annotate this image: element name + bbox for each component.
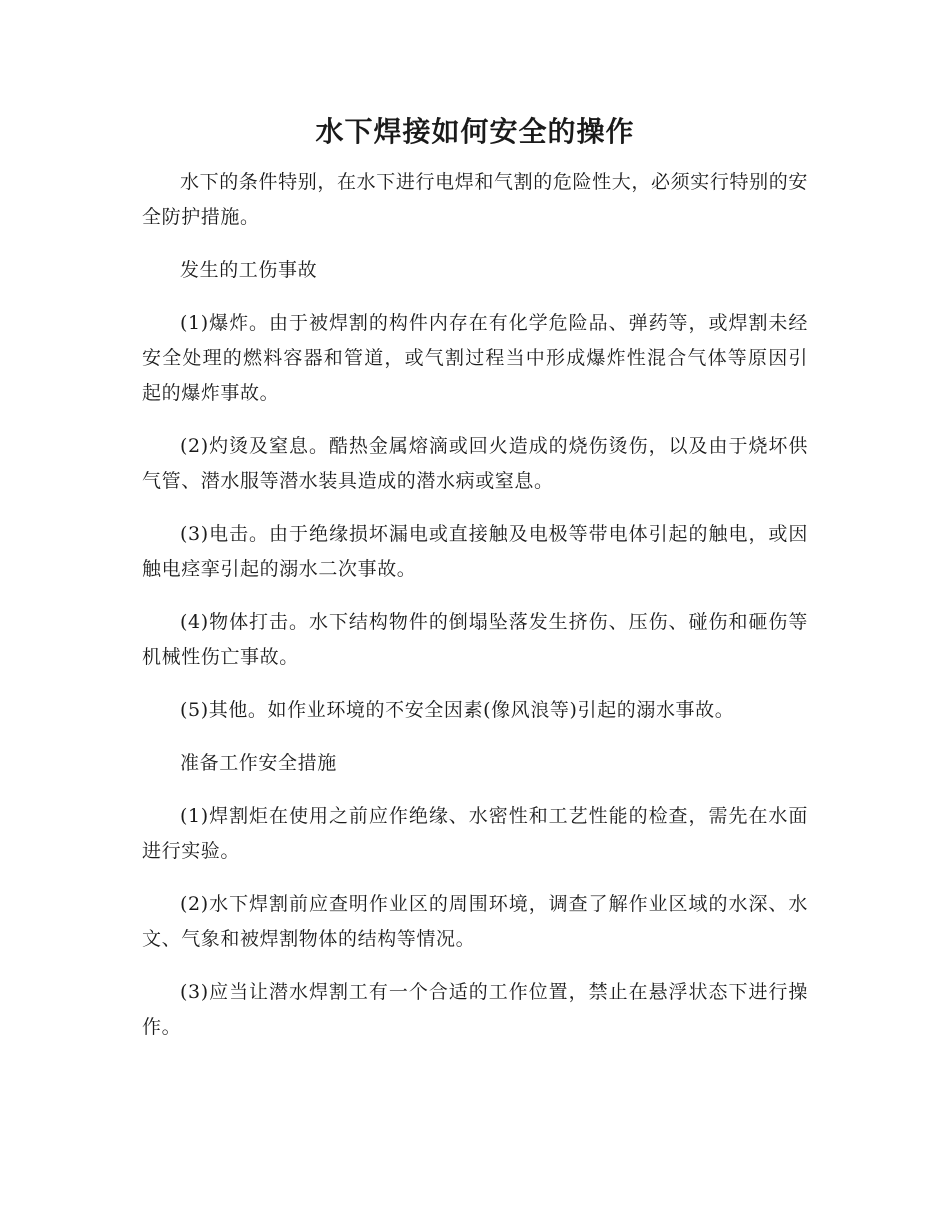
section-heading-preparation: 准备工作安全措施: [180, 752, 337, 774]
preparation-item-environment: (2)水下焊割前应查明作业区的周围环境，调查了解作业区域的水深、水文、气象和被焊割物体的结构等情况。: [142, 893, 808, 950]
accident-item-electric-shock: (3)电击。由于绝缘损坏漏电或直接触及电极等带电体引起的触电，或因触电痉挛引起的溺水二次事故。: [142, 523, 808, 580]
accident-item-other: (5)其他。如作业环境的不安全因素(像风浪等)引起的溺水事故。: [180, 699, 735, 721]
accident-item-burns: (2)灼烫及窒息。酷热金属熔滴或回火造成的烧伤烫伤，以及由于烧坏供气管、潜水服等潜水装具造成的潜水病或窒息。: [142, 435, 808, 492]
accident-item-explosion: (1)爆炸。由于被焊割的构件内存在有化学危险品、弹药等，或焊割未经安全处理的燃料容器和管道，或气割过程当中形成爆炸性混合气体等原因引起的爆炸事故。: [142, 312, 808, 404]
section-heading-accidents: 发生的工伤事故: [180, 259, 318, 281]
accident-item-object-strike: (4)物体打击。水下结构物件的倒塌坠落发生挤伤、压伤、碰伤和砸伤等机械性伤亡事故。: [142, 611, 808, 668]
intro-paragraph: 水下的条件特别，在水下进行电焊和气割的危险性大，必须实行特别的安全防护措施。: [142, 171, 808, 228]
preparation-item-torch-check: (1)焊割炬在使用之前应作绝缘、水密性和工艺性能的检查，需先在水面进行实验。: [142, 805, 808, 862]
document-title: 水下焊接如何安全的操作: [315, 115, 635, 148]
document-body: [142, 165, 808, 1063]
preparation-item-position: (3)应当让潜水焊割工有一个合适的工作位置，禁止在悬浮状态下进行操作。: [142, 981, 808, 1038]
